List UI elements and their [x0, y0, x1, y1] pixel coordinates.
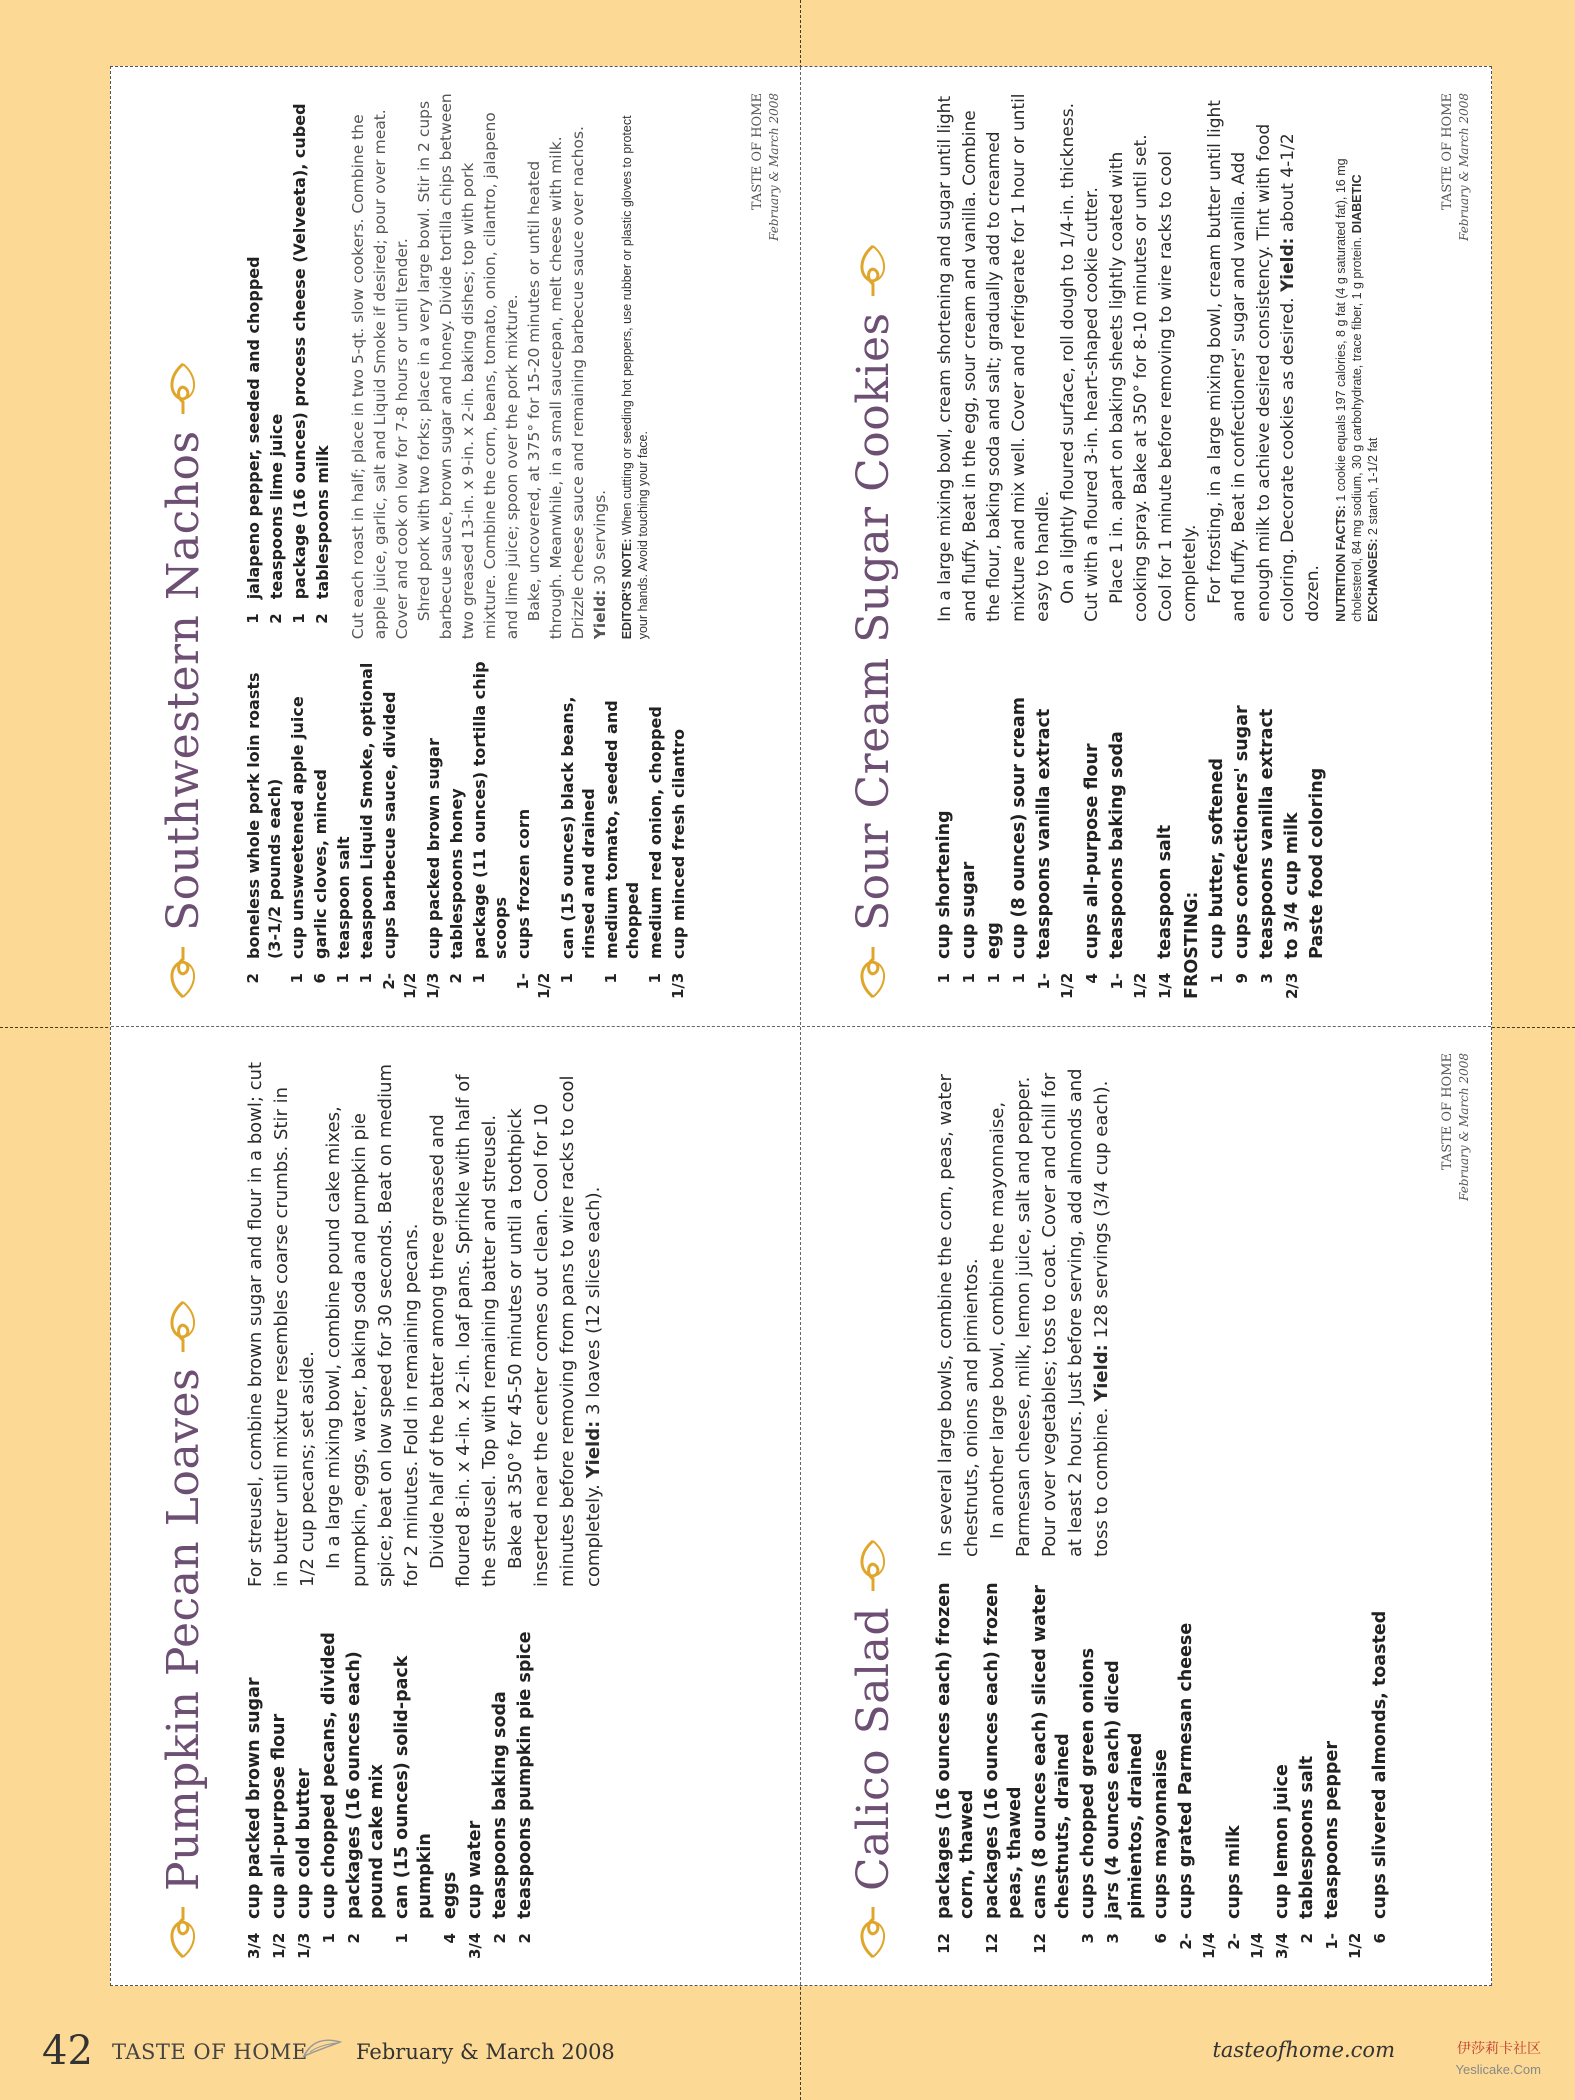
recipe-title: Sour Cream Sugar Cookies [847, 312, 899, 931]
ingredient-row [513, 661, 555, 999]
ingredient-row [266, 93, 287, 639]
ingredient-row [1033, 640, 1079, 999]
ingredient-quantity: 1 [244, 613, 262, 624]
ingredient-text: cups grated Parmesan cheese [1176, 1622, 1196, 1919]
ingredient-list [243, 93, 333, 639]
editors-note [619, 93, 651, 639]
ingredient-quantity [1306, 959, 1329, 999]
ingredient-row [1281, 640, 1304, 999]
ingredient-row [1175, 1579, 1221, 1959]
direction-paragraph: In a large mixing bowl, cream shortening and sugar until light and fluffy. Beat in the egg, sour cream and vanilla. Combine the flour, baking soda and salt; gradually add to creamed mixture and mix well. Cover and refrigerate for 1 hour or until easy to handle. [935, 93, 1053, 622]
ingredient-text: garlic cloves, minced [311, 769, 330, 959]
ingredient-quantity: 1 [1208, 973, 1226, 984]
ingredient-quantity: 3 [1079, 1933, 1097, 1944]
swirl-ornament-icon [855, 1905, 891, 1959]
exchanges-label: DIABETIC EXCHANGES: [1350, 174, 1380, 622]
ingredient-text: to 3/4 cup milk [1282, 812, 1302, 959]
issue-date: February & March 2008 [356, 2040, 615, 2064]
ingredient-text: packages (16 ounces each) pound cake mix [344, 1651, 387, 1919]
ingredient-quantity: 2 [345, 1933, 363, 1944]
ingredient-quantity: 6 [1152, 1933, 1170, 1944]
direction-paragraph: For frosting, in a large mixing bowl, cream butter until light and fluffy. Beat in confectioners' sugar and vanilla. Add enough milk to achieve desired consistency. Tint with food coloring. Decorate cookies as desired. [1204, 100, 1298, 622]
recipe-title-row [135, 93, 231, 999]
ingredient-row [268, 1609, 291, 1959]
ingredient-text: cup water [465, 1820, 485, 1919]
ingredient-text: cups slivered almonds, toasted [1370, 1610, 1390, 1919]
ingredient-row [464, 1609, 487, 1959]
ingredient-text: cup sugar [959, 861, 979, 959]
ingredient-text: teaspoon salt [334, 836, 353, 959]
ingredient-text: Paste food coloring [1307, 767, 1327, 959]
swirl-ornament-icon [165, 1905, 201, 1959]
ingredient-text: cups all-purpose flour [1082, 743, 1102, 959]
ingredient-row [1223, 1579, 1269, 1959]
ingredient-quantity: 2-1/4 [1177, 1932, 1218, 1959]
ingredient-text: teaspoons baking soda [1107, 731, 1127, 959]
brand-name: TASTE OF HOME [750, 93, 765, 211]
ingredient-row [243, 1609, 266, 1959]
ingredient-row [514, 1609, 537, 1959]
ingredient-row [356, 661, 377, 999]
ingredient-quantity: 6 [1371, 1933, 1389, 1944]
ingredient-text: cups barbecue sauce, divided [380, 691, 399, 959]
swirl-ornament-icon [855, 945, 891, 999]
ingredient-row [983, 640, 1006, 999]
ingredient-row [310, 661, 331, 999]
ingredient-text: teaspoon salt [1155, 824, 1175, 959]
ingredient-quantity: 1 [1010, 973, 1028, 984]
ingredient-text: cup butter, softened [1207, 758, 1227, 959]
direction-paragraph: Cut each roast in half; place in two 5-qt. slow cookers. Combine the apple juice, garlic, salt and Liquid Smoke if desired; pour over meat. Cover and cook on low for 7-8 hours or until tender. [349, 109, 411, 640]
ingredient-text: jars (4 ounces each) diced pimientos, drained [1103, 1660, 1146, 1919]
yield-text: 3 loaves (12 slices each). [583, 1186, 604, 1415]
ingredient-row [391, 1609, 437, 1959]
recipe-title: Calico Salad [847, 1606, 899, 1891]
direction-paragraph: In a large mixing bowl, combine pound cake mixes, pumpkin, eggs, water, baking soda and pumpkin pie spice; beat on low speed for 30 seconds. Beat on medium for 2 minutes. Fold in remaining pecans. [323, 1063, 422, 1587]
ingredient-quantity: 2 [516, 1933, 534, 1944]
ingredient-quantity: 1/4 [1156, 972, 1174, 999]
ingredient-quantity: 1/2 [270, 1932, 288, 1959]
yield-label: Yield: [591, 589, 609, 640]
ingredient-quantity: 2 [491, 1933, 509, 1944]
ingredient-row [287, 661, 308, 999]
ingredient-row [958, 640, 981, 999]
card-brand [1440, 93, 1472, 241]
ingredient-quantity: 12 [983, 1933, 1001, 1954]
ingredient-text: cups confectioners' sugar [1232, 705, 1252, 959]
ingredient-row [1206, 640, 1229, 999]
ingredient-row [1077, 1579, 1100, 1959]
ingredient-text: teaspoons pepper [1322, 1741, 1342, 1919]
direction-paragraph: Bake, uncovered, at 375° for 15-20 minutes or until heated through. Meanwhile, in a small saucepan, melt cheese with milk. Drizzle cheese sauce and remaining barbecue sauce over nachos. [525, 126, 587, 640]
ingredient-list [243, 661, 691, 999]
ingredient-row [446, 661, 467, 999]
leaf-ornament-icon [302, 2036, 342, 2060]
ingredient-text: package (16 ounces) process cheese (Velveeta), cubed [290, 103, 309, 600]
nutrition-text: 1 cookie equals 197 calories, 8 g fat (4 g saturated fat), 16 mg cholesterol, 84 mg sodium, 30 g carbohydrate, trace fiber, 1 g protein. [1334, 158, 1364, 622]
ingredient-quantity: 3 [1258, 973, 1276, 984]
ingredient-text: cup all-purpose flour [269, 1713, 289, 1919]
ingredient-text: cup cold butter [294, 1768, 314, 1919]
ingredient-text: can (15 ounces) solid-pack pumpkin [392, 1655, 435, 1919]
ingredient-quantity: 3/4 [1273, 1932, 1291, 1959]
ingredient-text: packages (16 ounces each) frozen peas, thawed [982, 1582, 1025, 1919]
ingredient-quantity: 12 [1031, 1933, 1049, 1954]
direction-paragraph: On a lightly floured surface, roll dough to 1/4-in. thickness. Cut with a floured 3-in. heart-shaped cookie cutter. [1057, 103, 1102, 622]
ingredient-row [1029, 1579, 1075, 1959]
ingredient-quantity: 1 [288, 973, 306, 984]
ingredient-quantity: 9 [1233, 973, 1251, 984]
ingredient-quantity: 4 [1083, 973, 1101, 984]
direction-paragraph: Place 1 in. apart on baking sheets lightly coated with cooking spray. Bake at 350° for 8-10 minutes or until set. Cool for 1 minute before removing to wire racks to cool completely. [1106, 134, 1200, 622]
exchanges-text: 2 starch, 1-1/2 fat [1366, 437, 1380, 535]
ingredient-row [557, 661, 599, 999]
recipe-card-nachos [111, 67, 800, 1027]
ingredient-list [933, 1579, 1394, 1959]
yield-label: Yield: [1278, 237, 1298, 292]
ingredient-quantity: 2 [447, 973, 465, 984]
ingredient-text: teaspoon Liquid Smoke, optional [357, 662, 376, 959]
recipe-title: Pumpkin Pecan Loaves [157, 1367, 209, 1891]
ingredient-row [312, 93, 333, 639]
ingredient-row [668, 661, 689, 999]
nutrition-label: NUTRITION FACTS: [1334, 505, 1348, 622]
nutrition-facts [1333, 93, 1381, 622]
recipe-card-pumpkin-pecan-loaves [111, 1027, 800, 1987]
ingredient-text: teaspoons baking soda [490, 1691, 510, 1919]
ingredient-text: cup minced fresh cilantro [669, 728, 688, 959]
recipe-directions [933, 93, 1325, 622]
recipe-title-row [825, 93, 921, 999]
ingredient-text: jalapeno pepper, seeded and chopped [244, 256, 263, 600]
ingredient-text: package (11 ounces) tortilla chip scoops [470, 661, 510, 959]
yield-text: 30 servings. [591, 489, 609, 585]
direction-paragraph: Divide half of the batter among three greased and floured 8-in. x 4-in. x 2-in. loaf pans. Sprinkle with half of the streusel. Top with remaining batter and streusel. [427, 1074, 500, 1587]
ingredient-row [243, 93, 264, 639]
ingredient-text: cups milk [1224, 1825, 1244, 1919]
ingredient-text: cans (8 ounces each) sliced water chestnuts, drained [1030, 1585, 1073, 1919]
ingredient-list [933, 640, 1177, 999]
frosting-heading: FROSTING: [1182, 891, 1202, 999]
ingredient-row [601, 661, 643, 999]
ingredient-text: medium red onion, chopped [646, 706, 665, 959]
ingredient-quantity: 3/4 [466, 1932, 484, 1959]
ingredient-text: eggs [440, 1871, 460, 1919]
card-brand [1440, 1053, 1472, 1201]
card-brand [750, 93, 782, 241]
ingredient-quantity: 3 [1104, 1933, 1122, 1944]
ingredient-row [423, 661, 444, 999]
ingredient-quantity: 2 [267, 613, 285, 624]
ingredient-quantity: 12 [935, 1933, 953, 1954]
ingredient-quantity: 1 [985, 973, 1003, 984]
brand-name: TASTE OF HOME [1440, 1053, 1455, 1171]
ingredient-text: teaspoons vanilla extract [1034, 708, 1054, 959]
ingredient-text: tablespoons honey [447, 788, 466, 959]
ingredient-row [933, 1579, 979, 1959]
ingredient-row [489, 1609, 512, 1959]
ingredient-quantity: 2/3 [1283, 972, 1301, 999]
ingredient-quantity: 2 [244, 973, 262, 984]
yield-text: about 4-1/2 dozen. [1278, 133, 1323, 622]
ingredient-text: boneless whole pork loin roasts (3-1/2 pounds each) [244, 672, 284, 959]
ingredient-row [1321, 1579, 1367, 1959]
ingredient-text: packages (16 ounces each) frozen corn, thawed [934, 1582, 977, 1919]
ingredient-row [1296, 1579, 1319, 1959]
watermark-url: Yeslicake.Com [1455, 2062, 1541, 2077]
ingredient-row [1150, 1579, 1173, 1959]
ingredient-quantity: 1-1/2 [1323, 1932, 1364, 1959]
page-footer [0, 2010, 1575, 2080]
ingredient-quantity: 2-1/2 [380, 972, 419, 999]
ingredient-quantity: 2 [1298, 1933, 1316, 1944]
ingredient-quantity: 1 [357, 973, 375, 984]
yield-text: 128 servings (3/4 cup each). [1091, 1080, 1112, 1339]
ingredient-text: cup unsweetened apple juice [288, 696, 307, 959]
ingredient-quantity: 1 [558, 973, 576, 984]
recipe-title: Southwestern Nachos [157, 430, 209, 931]
recipe-directions [243, 1057, 607, 1587]
ingredient-text: teaspoons pumpkin pie spice [515, 1631, 535, 1919]
ingredient-row [318, 1609, 341, 1959]
note-label: EDITOR'S NOTE: [620, 538, 634, 640]
ingredient-text: cups mayonnaise [1151, 1749, 1171, 1919]
swirl-ornament-icon [855, 244, 891, 298]
recipe-card-sheet [110, 66, 1492, 1986]
watermark: 伊莎莉卡社区 [1457, 2040, 1541, 2056]
ingredient-row [289, 93, 310, 639]
ingredient-row [1008, 640, 1031, 999]
ingredient-quantity: 1/3 [295, 1932, 313, 1959]
ingredient-row [1256, 640, 1279, 999]
ingredient-quantity: 1-1/2 [1035, 972, 1076, 999]
ingredient-row [933, 640, 956, 999]
ingredient-text: egg [984, 922, 1004, 959]
swirl-ornament-icon [855, 1539, 891, 1593]
ingredient-quantity: 1 [334, 973, 352, 984]
swirl-ornament-icon [165, 1300, 201, 1354]
ingredient-row [1102, 1579, 1148, 1959]
ingredient-row [1369, 1579, 1392, 1959]
recipe-title-row [135, 1053, 231, 1959]
ingredient-quantity: 3/4 [245, 1932, 263, 1959]
ingredient-row [243, 661, 285, 999]
brand-issue: February & March 2008 [1457, 93, 1471, 241]
ingredient-text: teaspoons vanilla extract [1257, 708, 1277, 959]
ingredient-row [645, 661, 666, 999]
ingredient-text: medium tomato, seeded and chopped [602, 700, 642, 959]
ingredient-text: can (15 ounces) black beans, rinsed and drained [558, 696, 598, 959]
brand-issue: February & March 2008 [1457, 1053, 1471, 1201]
ingredient-row [333, 661, 354, 999]
ingredient-row [1306, 640, 1329, 999]
ingredient-text: cups chopped green onions [1078, 1647, 1098, 1919]
ingredient-row [1271, 1579, 1294, 1959]
direction-paragraph: Shred pork with two forks; place in a very large bowl. Stir in 2 cups barbecue sauce, brown sugar and honey. Divide tortilla chips between two greased 13-in. x 9-in. x 2-in. baking dishes; top with pork mixture. Combine the corn, beans, tomato, onion, cilantro, jalapeno and lime juice; spoon over the pork mixture. [415, 93, 521, 640]
brand-name: TASTE OF HOME [1440, 93, 1455, 211]
yield-label: Yield: [583, 1420, 604, 1479]
ingredient-quantity: 1-1/2 [514, 972, 553, 999]
ingredient-row [343, 1609, 389, 1959]
ingredient-quantity: 1 [393, 1933, 411, 1944]
ingredient-quantity: 1 [960, 973, 978, 984]
swirl-ornament-icon [165, 945, 201, 999]
ingredient-row [469, 661, 511, 999]
ingredient-quantity: 1 [470, 973, 488, 984]
brand-issue: February & March 2008 [767, 93, 781, 241]
ingredient-text: cup lemon juice [1272, 1764, 1292, 1919]
ingredient-quantity: 1-1/2 [1108, 972, 1149, 999]
ingredient-text: teaspoons lime juice [267, 413, 286, 600]
direction-paragraph: For streusel, combine brown sugar and flour in a bowl; cut in butter until mixture resembles coarse crumbs. Stir in 1/2 cup pecans; set aside. [245, 1061, 318, 1587]
ingredient-list [1206, 640, 1329, 999]
recipe-title-row [825, 1053, 921, 1959]
note-text: When cutting or seeding hot peppers, use rubber or plastic gloves to protect your hands. Avoid touching your face. [620, 115, 650, 640]
ingredient-quantity: 1/3 [424, 972, 442, 999]
ingredient-quantity: 1 [602, 973, 620, 984]
ingredient-quantity: 2-1/4 [1225, 1932, 1266, 1959]
website: tasteofhome.com [1212, 2038, 1395, 2062]
ingredient-row [981, 1579, 1027, 1959]
ingredient-quantity: 1/3 [669, 972, 687, 999]
ingredient-row [1106, 640, 1152, 999]
ingredient-text: tablespoons milk [313, 445, 332, 600]
ingredient-row [1231, 640, 1254, 999]
ingredient-text: cup shortening [934, 810, 954, 959]
ingredient-quantity: 1 [935, 973, 953, 984]
ingredient-text: tablespoons salt [1297, 1755, 1317, 1919]
ingredient-quantity: 1 [646, 973, 664, 984]
ingredient-quantity: 1 [320, 1933, 338, 1944]
ingredient-row [439, 1609, 462, 1959]
ingredient-quantity: 1 [290, 613, 308, 624]
ingredient-text: cups frozen corn [514, 808, 533, 959]
recipe-card-sugar-cookies [801, 67, 1490, 1027]
yield-label: Yield: [1091, 1344, 1112, 1402]
direction-paragraph: In another large bowl, combine the mayonnaise, Parmesan cheese, milk, lemon juice, salt and pepper. Pour over vegetables; toss to coat. Cover and chill for at least 2 hours. Just before serving, add almonds and toss to combine. [987, 1068, 1112, 1557]
ingredient-text: cup (8 ounces) sour cream [1009, 697, 1029, 959]
ingredient-list [243, 1609, 607, 1959]
swirl-ornament-icon [165, 362, 201, 416]
ingredient-text: cup packed brown sugar [424, 738, 443, 959]
ingredient-row [379, 661, 421, 999]
ingredient-text: cup chopped pecans, divided [319, 1632, 339, 1919]
recipe-directions [347, 93, 611, 639]
ingredient-quantity: 6 [311, 973, 329, 984]
ingredient-text: cup packed brown sugar [244, 1677, 264, 1919]
direction-paragraph: In several large bowls, combine the corn, peas, water chestnuts, onions and pimientos. [935, 1074, 982, 1557]
ingredient-row [1154, 640, 1177, 999]
direction-paragraph: Bake at 350° for 45-50 minutes or until a toothpick inserted near the center comes out clean. Cool for 10 minutes before removing from pans to wire racks to cool completely. [505, 1075, 604, 1587]
recipe-card-calico-salad [801, 1027, 1490, 1987]
page-number: 42 [42, 2028, 93, 2074]
recipe-directions [933, 1057, 1394, 1557]
ingredient-row [1081, 640, 1104, 999]
publication-name: TASTE OF HOME [112, 2040, 308, 2064]
ingredient-row [293, 1609, 316, 1959]
ingredient-quantity: 2 [313, 613, 331, 624]
ingredient-quantity: 4 [441, 1933, 459, 1944]
